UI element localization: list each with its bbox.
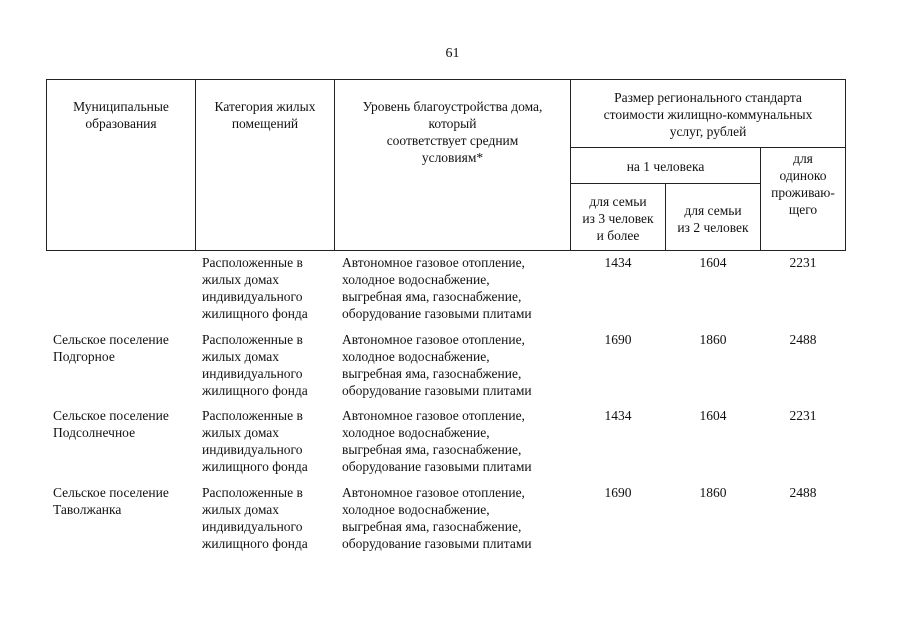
row4-comfort-level: Автономное газовое отопление, холодное водоснабжение, выгребная яма, газоснабжение, оборудование газовыми плитами: [342, 485, 532, 551]
row3-comfort-level: Автономное газовое отопление, холодное водоснабжение, выгребная яма, газоснабжение, оборудование газовыми плитами: [342, 408, 532, 474]
header-standard-size: Размер регионального стандарта стоимости жилищно-коммунальных услуг, рублей: [603, 90, 813, 139]
page-number: 61: [445, 46, 460, 61]
row3-municipality: Сельское поселение Подсолнечное: [53, 408, 169, 440]
header-per-person: на 1 человека: [626, 159, 705, 174]
row4-family-3-value: 1690: [604, 485, 632, 500]
row2-family-2-value: 1860: [699, 332, 727, 347]
row2-family-3-value: 1690: [604, 332, 632, 347]
row3-family-3-value: 1434: [604, 408, 632, 423]
row4-category: Расположенные в жилых домах индивидуального жилищного фонда: [202, 485, 308, 551]
group-header-divider: [570, 147, 846, 148]
row2-single-value: 2488: [789, 332, 817, 347]
header-comfort-level: Уровень благоустройства дома, который соответствует средним условиям*: [362, 99, 543, 165]
row3-family-2-value: 1604: [699, 408, 727, 423]
header-category: Категория жилых помещений: [214, 99, 316, 131]
row4-municipality: Сельское поселение Таволжанка: [53, 485, 169, 517]
row1-category: Расположенные в жилых домах индивидуального жилищного фонда: [202, 255, 308, 321]
table-top-border: [46, 79, 846, 80]
table-header-bottom-border: [46, 250, 846, 251]
row1-family-3-value: 1434: [604, 255, 632, 270]
row2-comfort-level: Автономное газовое отопление, холодное водоснабжение, выгребная яма, газоснабжение, оборудование газовыми плитами: [342, 332, 532, 398]
header-border-right: [845, 79, 846, 251]
header-single-resident: для одиноко проживаю- щего: [771, 151, 835, 217]
header-municipalities: Муниципальные образования: [73, 99, 169, 131]
row1-single-value: 2231: [789, 255, 817, 270]
row3-category: Расположенные в жилых домах индивидуального жилищного фонда: [202, 408, 308, 474]
header-family-2: для семьи из 2 человек: [677, 203, 749, 235]
row2-municipality: Сельское поселение Подгорное: [53, 332, 169, 364]
row2-category: Расположенные в жилых домах индивидуального жилищного фонда: [202, 332, 308, 398]
row1-family-2-value: 1604: [699, 255, 727, 270]
header-family-3-plus: для семьи из 3 человек и более: [582, 194, 654, 243]
row4-family-2-value: 1860: [699, 485, 727, 500]
row4-single-value: 2488: [789, 485, 817, 500]
row3-single-value: 2231: [789, 408, 817, 423]
row1-comfort-level: Автономное газовое отопление, холодное водоснабжение, выгребная яма, газоснабжение, оборудование газовыми плитами: [342, 255, 532, 321]
